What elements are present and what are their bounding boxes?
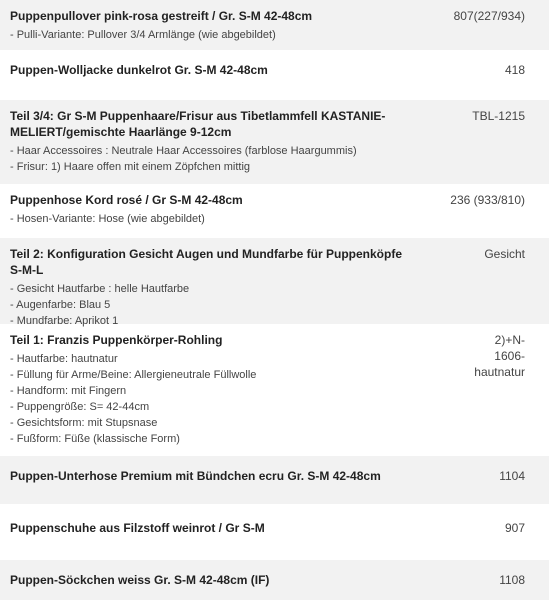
item-code: TBL-1215 xyxy=(472,109,525,123)
list-item xyxy=(0,50,549,100)
list-item xyxy=(0,184,549,238)
item-detail: - Gesicht Hautfarbe : helle Hautfarbe xyxy=(10,283,190,295)
item-code: 1108 xyxy=(499,573,525,587)
item-detail: - Gesichtsform: mit Stupsnase xyxy=(10,417,158,429)
list-item xyxy=(0,504,549,560)
item-code: 907 xyxy=(504,521,525,535)
item-title: Puppen-Wolljacke dunkelrot Gr. S-M 42-48cm xyxy=(10,63,268,77)
item-details xyxy=(10,281,525,329)
item-details xyxy=(10,143,525,175)
item-code: 2)+N-1606-hautnatur xyxy=(474,333,525,379)
item-title: Teil 2: Konfiguration Gesicht Augen und Mundfarbe für Puppenköpfe S-M-L xyxy=(10,247,402,277)
item-detail: - Handform: mit Fingern xyxy=(10,385,127,397)
item-code: 807(227/934) xyxy=(453,9,525,23)
item-detail: - Hautfarbe: hautnatur xyxy=(10,353,118,365)
list-item xyxy=(0,456,549,504)
item-detail: - Augenfarbe: Blau 5 xyxy=(10,299,111,311)
list-item xyxy=(0,100,549,184)
item-code: 236 (933/810) xyxy=(450,193,525,207)
item-detail: - Fußform: Füße (klassische Form) xyxy=(10,433,180,445)
item-details xyxy=(10,27,525,43)
list-item xyxy=(0,238,549,327)
item-detail: - Frisur: 1) Haare offen mit einem Zöpfchen mittig xyxy=(10,161,251,173)
item-title: Puppen-Söckchen weiss Gr. S-M 42-48cm (IF) xyxy=(10,573,270,587)
list-item xyxy=(0,560,549,600)
item-title: Teil 3/4: Gr S-M Puppenhaare/Frisur aus Tibetlammfell KASTANIE-MELIERT/gemischte Haarlänge 9-12cm xyxy=(10,109,386,139)
item-details xyxy=(10,211,525,227)
item-detail: - Pulli-Variante: Pullover 3/4 Armlänge (wie abgebildet) xyxy=(10,29,276,41)
item-code: Gesicht xyxy=(484,247,525,261)
item-detail: - Füllung für Arme/Beine: Allergieneutrale Füllwolle xyxy=(10,369,257,381)
item-detail: - Hosen-Variante: Hose (wie abgebildet) xyxy=(10,213,205,225)
item-title: Puppen-Unterhose Premium mit Bündchen ecru Gr. S-M 42-48cm xyxy=(10,469,381,483)
item-title: Puppenhose Kord rosé / Gr S-M 42-48cm xyxy=(10,193,243,207)
item-title: Puppenpullover pink-rosa gestreift / Gr. S-M 42-48cm xyxy=(10,9,313,23)
item-code: 1104 xyxy=(499,469,525,483)
item-details xyxy=(10,351,525,447)
list-item xyxy=(0,324,549,456)
list-item xyxy=(0,0,549,50)
item-detail: - Mundfarbe: Aprikot 1 xyxy=(10,315,119,327)
item-detail: - Puppengröße: S= 42-44cm xyxy=(10,401,150,413)
item-code: 418 xyxy=(504,63,525,77)
item-title: Puppenschuhe aus Filzstoff weinrot / Gr S-M xyxy=(10,521,265,535)
item-detail: - Haar Accessoires : Neutrale Haar Accessoires (farblose Haargummis) xyxy=(10,145,357,157)
item-title: Teil 1: Franzis Puppenkörper-Rohling xyxy=(10,333,223,347)
